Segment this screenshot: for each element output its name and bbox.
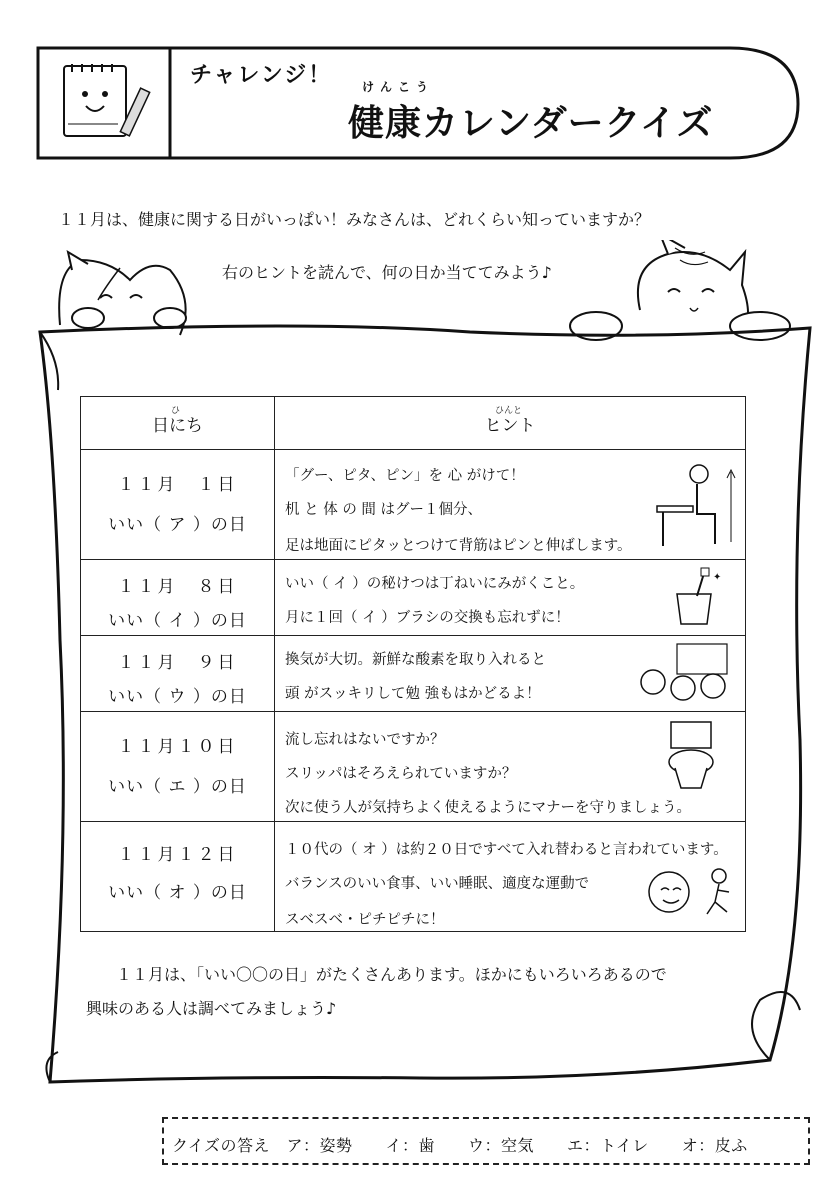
hint-cell: 「グー、ピタ、ピン」を 心 がけて！ 机 と 体 の 間 はグー１個分、 足は地面にピタッとつけて背筋はピンと伸ばします。 <box>275 450 746 560</box>
cat-right-illustration <box>570 240 790 340</box>
table-row <box>81 560 746 636</box>
table-row <box>81 822 746 932</box>
intro-line-2: 右のヒントを読んで、何の日か当ててみよう♪ <box>222 263 552 282</box>
table-row <box>81 450 746 560</box>
date-cell: １１月１２日 いい（ オ ）の日 <box>81 822 275 932</box>
answer-text: クイズの答え ア：姿勢 イ：歯 ウ：空気 エ：トイレ オ：皮ふ <box>172 1136 748 1155</box>
hint-cell: １０代の（ オ ）は約２０日ですべて入れ替わると言われています。 バランスのいい食事、いい睡眠、適度な運動で スベスベ・ピチピチに！ <box>275 822 746 932</box>
footer-line-2: 興味のある人は調べてみましょう♪ <box>86 999 337 1018</box>
intro-line-1: １１月は、健康に関する日がいっぱい！みなさんは、どれくらい知っていますか？ <box>58 210 651 229</box>
classroom-illustration <box>637 640 737 706</box>
table-row <box>81 636 746 712</box>
toothbrush-cup-illustration <box>667 566 727 628</box>
quiz-table <box>80 396 746 932</box>
toilet-illustration <box>653 718 733 792</box>
date-cell: １１月 ８日 いい（ イ ）の日 <box>81 560 275 636</box>
hint-cell: 換気が大切。新鮮な酸素を取り入れると 頭 がスッキリして勉 強もはかどるよ！ <box>275 636 746 712</box>
footer-line-1: １１月は、「いい〇〇の日」がたくさんあります。ほかにもいろいろあるので <box>116 965 667 984</box>
hint-cell: いい（ イ ）の秘けつは丁ねいにみがくこと。 月に１回（ イ ）ブラシの交換も忘れずに！ ✦ <box>275 560 746 636</box>
header-date: ひ 日にち <box>81 397 275 450</box>
hint-cell: 流し忘れはないですか？ スリッパはそろえられていますか？ 次に使う人が気持ちよく使えるようにマナーを守りましょう。 <box>275 712 746 822</box>
date-cell: １１月１０日 いい（ エ ）の日 <box>81 712 275 822</box>
date-cell: １１月 ９日 いい（ ウ ）の日 <box>81 636 275 712</box>
posture-illustration <box>653 462 737 552</box>
cat-left-illustration <box>59 252 186 335</box>
svg-text:✦: ✦ <box>713 572 722 583</box>
title-ruby: けんこう <box>362 80 435 94</box>
header-hint: ひんと ヒント <box>275 397 746 450</box>
date-cell: １１月 １日 いい（ ア ）の日 <box>81 450 275 560</box>
table-row <box>81 712 746 822</box>
healthy-girl-illustration <box>635 862 739 928</box>
page-title: 健康カレンダークイズ <box>348 103 714 144</box>
header-subtitle: チャレンジ！ <box>190 63 333 88</box>
table-header-row <box>81 397 746 450</box>
